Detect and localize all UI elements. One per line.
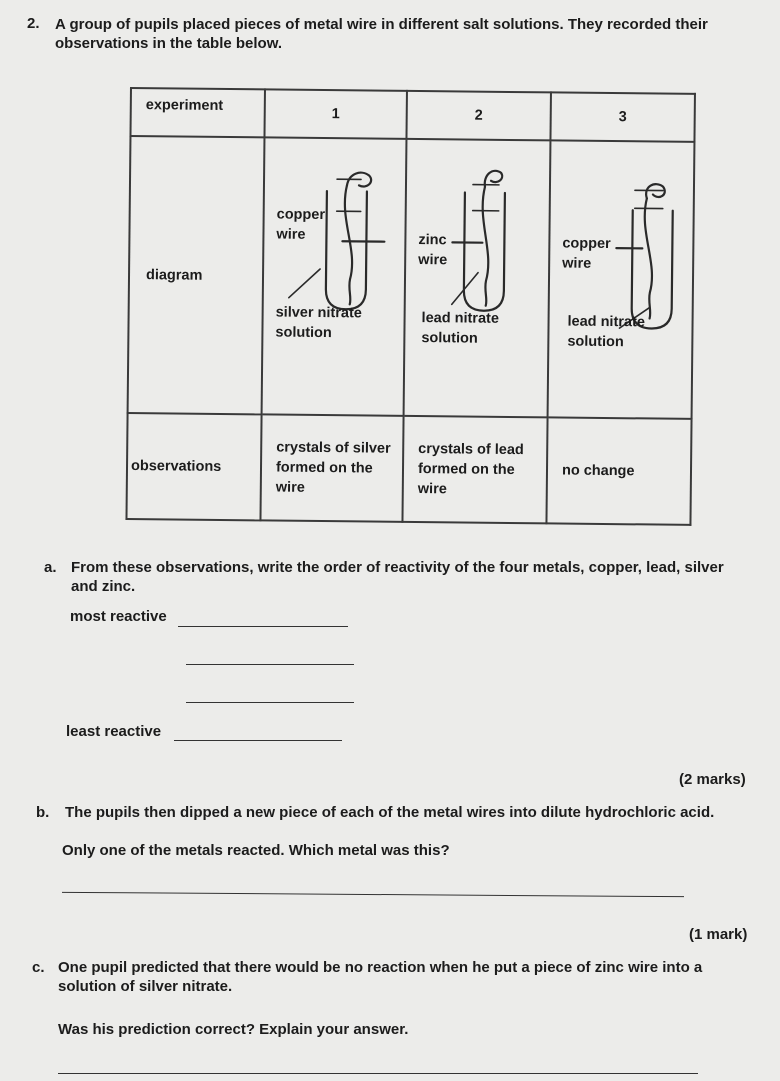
- diagram-experiment-2: [404, 139, 551, 417]
- answer-line-c[interactable]: [58, 1073, 698, 1074]
- test-tube-diagram-2: [405, 140, 536, 416]
- header-experiment-1: 1: [264, 89, 406, 138]
- part-b-question-bold: one: [99, 842, 127, 859]
- part-c-text-pre: One pupil predicted that there would be: [58, 959, 345, 976]
- solution-label-3: lead nitrate solution: [567, 313, 646, 351]
- answer-line-b[interactable]: [62, 892, 684, 897]
- least-reactive-label: least reactive: [66, 723, 162, 740]
- answer-line-3[interactable]: [186, 702, 354, 703]
- header-experiment-label: experiment: [130, 88, 264, 137]
- wire-label-1: copper wire: [276, 206, 326, 243]
- part-a-text: From these observations, write the order of reactivity of the four metals, copper, lead, silver and zinc.: [71, 559, 724, 595]
- observations-row-label: observations: [126, 413, 261, 520]
- part-b-question-pre: Only: [62, 842, 100, 859]
- part-c-text: [58, 958, 758, 996]
- part-a-marks: (2 marks): [679, 771, 746, 788]
- part-b-label: b.: [36, 804, 50, 821]
- observation-2: crystals of lead formed on the wire: [402, 416, 547, 524]
- table-observations-row: [126, 413, 691, 525]
- part-b-text: The pupils then dipped a new piece of each of the metal wires into dilute hydrochloric acid.: [65, 804, 715, 821]
- wire-label-2: zinc wire: [418, 232, 448, 269]
- part-b-question: [62, 841, 762, 860]
- header-experiment-2: 2: [406, 91, 550, 141]
- test-tube-diagram-1: [263, 138, 392, 414]
- answer-line-1[interactable]: [178, 626, 348, 627]
- observation-1: crystals of silver formed on the wire: [260, 414, 403, 521]
- header-experiment-3: 3: [550, 92, 694, 142]
- solution-label-2: lead nitrate solution: [421, 310, 500, 347]
- diagram-experiment-3: [548, 140, 695, 418]
- table-header-row: [130, 88, 694, 142]
- question-number: 2.: [27, 15, 40, 32]
- observation-3: no change: [546, 417, 691, 525]
- part-c-question: Was his prediction correct? Explain your answer.: [58, 1021, 409, 1038]
- answer-line-2[interactable]: [186, 664, 354, 665]
- part-b-marks: (1 mark): [689, 926, 748, 943]
- answer-line-4[interactable]: [174, 740, 342, 741]
- part-c-text-bold: no: [344, 959, 364, 976]
- question-intro: A group of pupils placed pieces of metal wire in different salt solutions. They recorded their observations in the table below.: [55, 16, 708, 52]
- diagram-row-label: diagram: [128, 136, 265, 414]
- part-a-label: a.: [44, 559, 57, 576]
- wire-label-3: copper wire: [562, 235, 611, 272]
- part-b-question-post: of the metals reacted. Which metal was this?: [126, 842, 450, 859]
- part-c-label: c.: [32, 959, 45, 976]
- diagram-experiment-1: [262, 137, 407, 415]
- part-c-text-post: reaction when he put a piece of zinc wire into a solution of silver nitrate.: [58, 959, 703, 995]
- test-tube-diagram-3: [549, 141, 680, 417]
- table-diagram-row: [128, 136, 695, 419]
- most-reactive-label: most reactive: [70, 608, 167, 625]
- observations-table: [125, 87, 696, 526]
- solution-label-1: silver nitrate solution: [275, 304, 362, 342]
